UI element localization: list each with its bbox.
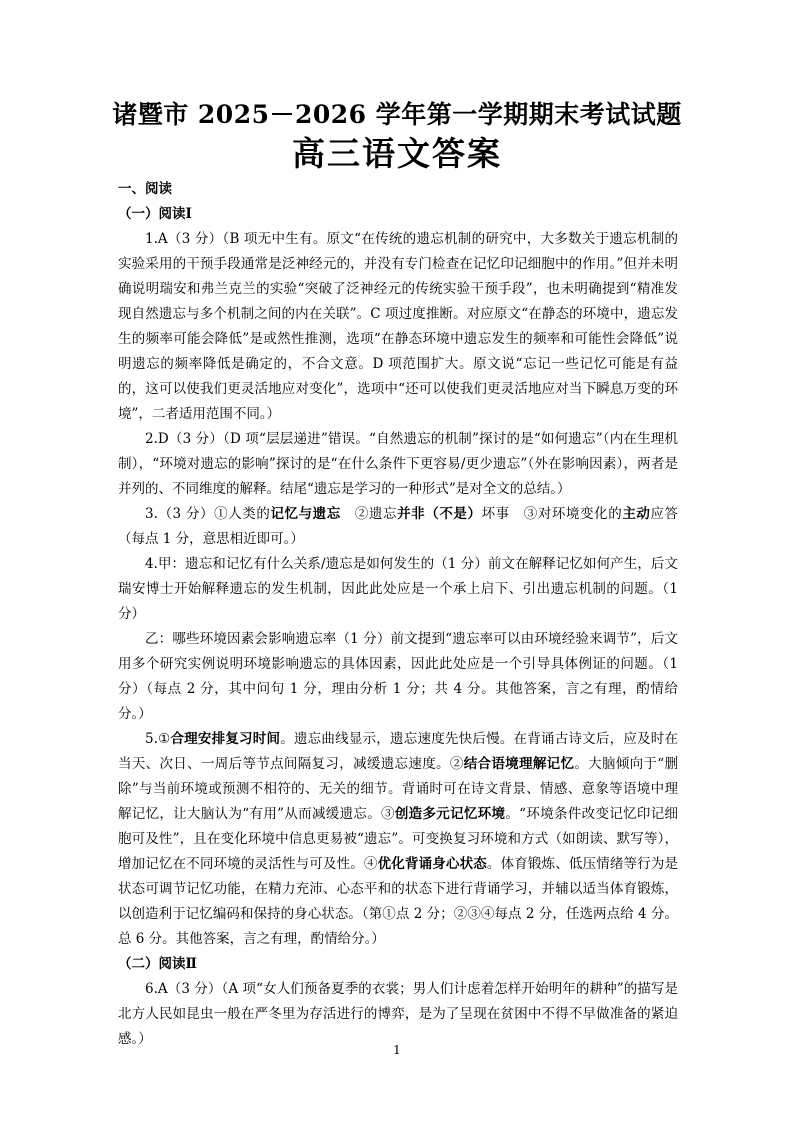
q5-point-4: 优化背诵身心状态 [377, 856, 487, 872]
answer-content [118, 177, 678, 1052]
q5-text-1: 。遗忘曲线显示，遗忘速度先快后慢。在背诵古诗文后，应及时在当天、次日、一周后等节点间隔复习，减缓遗忘速度。② [118, 731, 679, 772]
part-heading-2: （二）阅读Ⅱ [118, 956, 197, 972]
part-heading-1: （一）阅读Ⅰ [118, 206, 192, 222]
q3-text-a: 3.（3 分）①人类的 [145, 506, 271, 522]
answer-q1: 1.A（3 分）（B 项无中生有。原文“在传统的遗忘机制的研究中，大多数关于遗忘机制的实验采用的干预手段通常是泛神经元的，并没有专门检查在记忆印记细胞中的作用。”但并未明确说明瑞安和弗兰克兰的实验“突破了泛神经元的传统实验干预手段”，也未明确提到“精准发现自然遗忘与多个机制之间的内在关联”。C 项过度推断。对应原文“在静态的环境中，遗忘发生的频率可能会降低”是或然性推测，选项“在静态环境中遗忘发生的频率和可能性会降低”说明遗忘的频率降低是确定的，不合文意。D 项范围扩大。原文说“忘记一些记忆可能是有益的，这可以使我们更灵活地应对变化”，选项中“还可以使我们更灵活地应对当下瞬息万变的环境”，二者适用范围不同。） [118, 231, 678, 422]
answer-q3 [118, 502, 678, 552]
q3-keyword-b: 并非（不是） [397, 506, 482, 522]
answer-q5 [118, 727, 678, 952]
q5-point-3: 创造多元记忆环境 [394, 806, 506, 822]
q3-keyword-c: 主动 [622, 506, 651, 522]
q5-point-1: 合理安排复习时间 [170, 731, 281, 747]
section-heading: 一、阅读 [118, 181, 172, 197]
answer-q4-jia: 4.甲：遗忘和记忆有什么关系/遗忘是如何发生的（1 分）前文在解释记忆如何产生，后文瑞安博士开始解释遗忘的发生机制，因此此处应是一个承上启下、引出遗忘机制的问题。（1 分） [118, 556, 678, 622]
q5-text-4: 。体育锻炼、低压情绪等行为是状态可调节记忆功能，在精力充沛、心态平和的状态下进行背诵学习，并辅以适当体育锻炼，以创造利于记忆编码和保持的身心状态。（第①点 2 分；②③④每点 2 分，任选两点给 4 分。总 6 分。其他答案，言之有理，酌情给分。） [118, 856, 679, 947]
q3-keyword-a: 记忆与遗忘 [270, 506, 341, 522]
answer-q6: 6.A（3 分）（A 项“女人们预备夏季的衣裳；男人们计虑着怎样开始明年的耕种”的描写是北方人民如昆虫一般在严冬里为存活进行的博弈，是为了呈现在贫困中不得不早做准备的紧迫感。） [118, 981, 678, 1047]
q5-text-3: 。“环境条件改变记忆印记细胞可及性”，且在变化环境中信息更易被“遗忘”。可变换复习环境和方式（如朗读、默写等），增加记忆在不同环境的灵活性与可及性。④ [118, 806, 679, 872]
exam-subtitle: 高三语文答案 [292, 134, 502, 173]
q3-text-b: ②遗忘 [340, 506, 398, 522]
q3-text-d: 应答（每点 1 分，意思相近即可。） [118, 506, 679, 547]
answer-q4-yi: 乙：哪些环境因素会影响遗忘率（1 分）前文提到“遗忘率可以由环境经验来调节”，后文用多个研究实例说明环境影响遗忘的具体因素，因此此处应是一个引导具体例证的问题。（1 分）（每点 2 分，其中问句 1 分，理由分析 1 分；共 4 分。其他答案，言之有理，酌情给分。） [118, 631, 678, 722]
page-number: 1 [393, 1043, 401, 1057]
answer-q2: 2.D（3 分）（D 项“层层递进”错误。“自然遗忘的机制”探讨的是“如何遗忘”（内在生理机制），“环境对遗忘的影响”探讨的是“在什么条件下更容易/更少遗忘”（外在影响因素），两者是并列的、不同维度的解释。结尾“遗忘是学习的一种形式”是对全文的总结。） [118, 431, 678, 497]
q5-text-0: 5.① [145, 731, 171, 747]
exam-title: 诸暨市 2025－2026 学年第一学期期末考试试题 [112, 100, 682, 129]
q3-text-c: 坏事 ③对环境变化的 [481, 506, 623, 522]
q5-point-2: 结合语境理解记忆 [463, 756, 575, 772]
q5-text-2: 。大脑倾向于“删除”与当前环境或预测不相符的、无关的细节。背诵时可在诗文背景、情感、意象等语境中理解记忆，让大脑认为“有用”从而减缓遗忘。③ [118, 756, 679, 822]
